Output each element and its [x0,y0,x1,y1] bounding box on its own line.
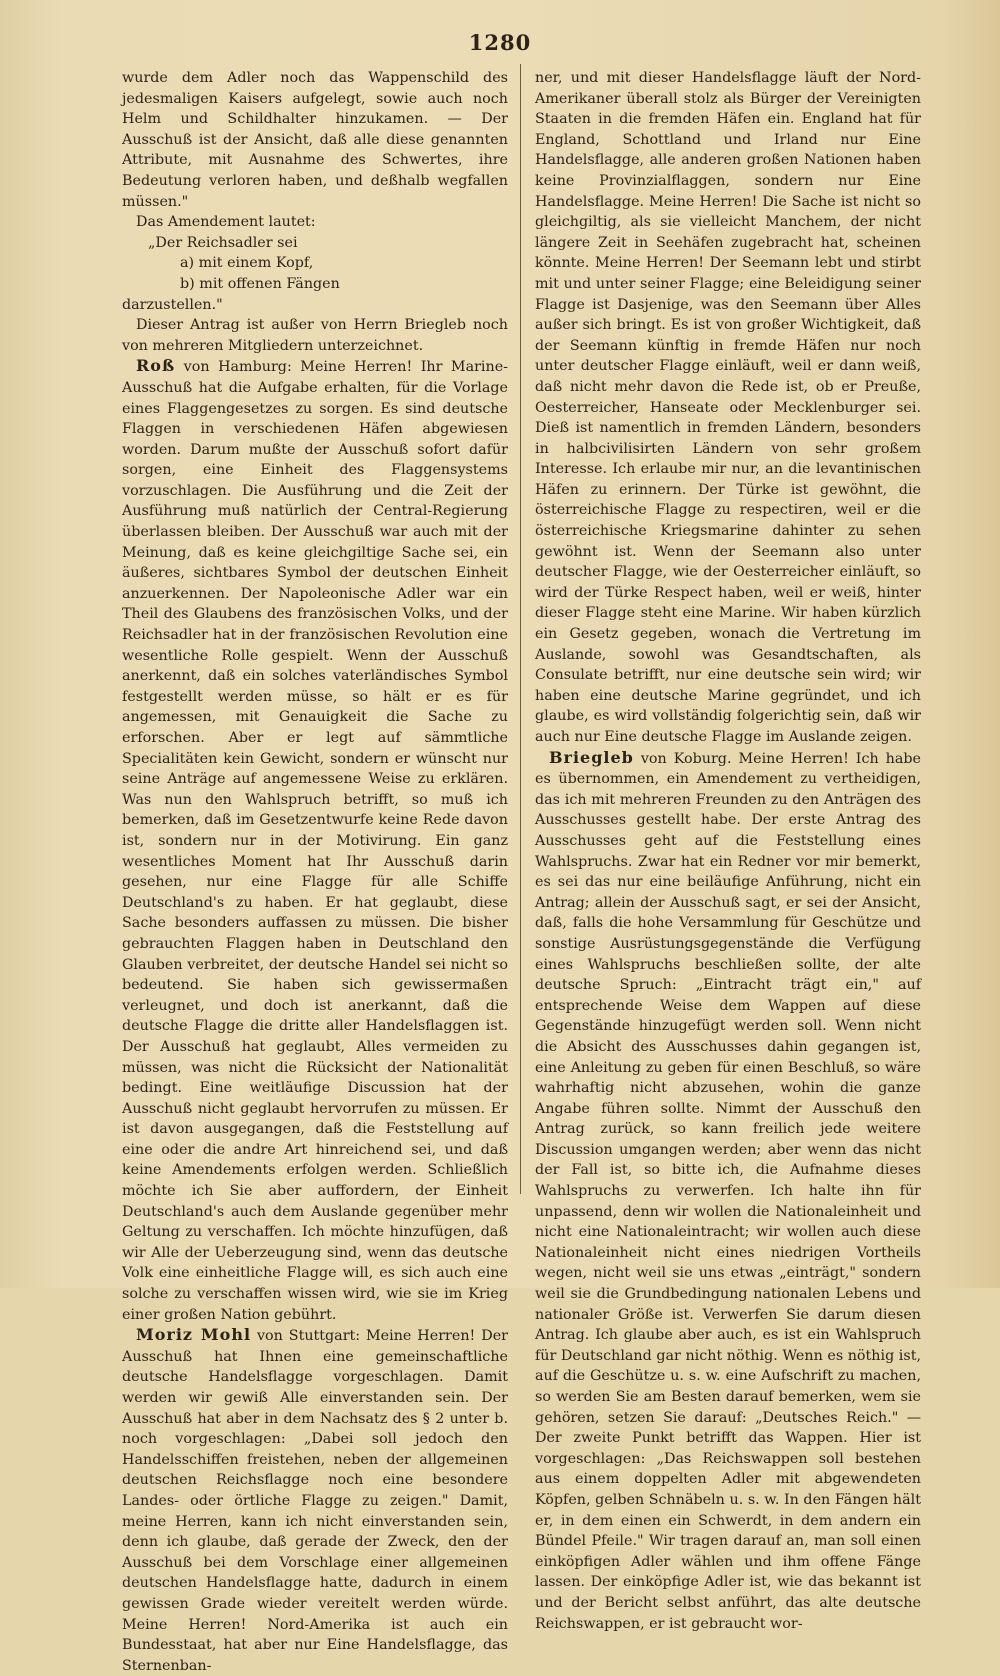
amendment-end: darzustellen." [122,296,223,313]
left-column [122,68,508,1674]
amendment-item-a: a) mit einem Kopf, [180,255,314,272]
speech-ross [122,356,508,1325]
amendment-quote: „Der Reichsadler sei [148,234,298,251]
speech-briegleb [535,748,921,1635]
paragraph: ner, und mit dieser Handelsflagge läuft der Nord-Amerikaner überall stolz als Bürger der Vereinigten Staaten in die fremden Häfen ein. England hat für England, Schottland und Irland nur Eine Handelsflagge, alle anderen großen Nationen haben keine Provinzialflaggen, sondern nur Eine Handelsflagge. Meine Herren! Die Sache ist nicht so gleichgiltig, als sie vielleicht Manchem, der nicht längere Zeit in Seehäfen zugebracht hat, scheinen könnte. Meine Herren! Der Seemann lebt und stirbt mit und unter seiner Flagge; eine Beleidigung seiner Flagge ist Dasjenige, was den Seemann über Alles außer sich bringt. Es ist von großer Wichtigkeit, daß der Seemann künftig in fremde Häfen nur noch unter deutscher Flagge einläuft, weil er dann weiß, daß nicht mehr davon die Rede ist, ob er Preuße, Oesterreicher, Hanseate oder Mecklenburger sei. Dieß ist namentlich in fremden Ländern, besonders in halbcivilisirten Ländern von sehr großem Interesse. Ich erlaube mir nur, an die levantinischen Häfen zu erinnern. Der Türke ist gewöhnt, die österreichische Flagge zu respectiren, weil er die österreichische Kriegsmarine dahinter zu sehen gewöhnt ist. Wenn der Seemann also unter deutscher Flagge, wie der Oesterreicher einläuft, so wird der Türke Respect haben, weil er weiß, hinter dieser Flagge steht eine Marine. Wir haben kürzlich ein Gesetz gegeben, wonach die Vertretung im Auslande, sowohl was Gesandtschaften, als Consulate betrifft, nur eine deutsche sein wird; wir haben eine deutsche Marine gegründet, und ich glaube, es wird vollständig folgerichtig sein, daß wir auch nur Eine deutsche Flagge im Auslande zeigen. [535,70,921,745]
speaker-name: Briegleb [549,747,634,767]
paragraph: Das Amendement lautet: [136,214,316,231]
page-number: 1280 [468,30,532,55]
paragraph: wurde dem Adler noch das Wappenschild des jedesmaligen Kaisers aufgelegt, sowie auch noch Helm und Schildhalter hinzukamen. — Der Ausschuß ist der Ansicht, daß alle diese genannten Attribute, mit Ausnahme des Schwertes, ihre Bedeutung verloren haben, und deßhalb wegfallen müssen." [122,70,508,210]
speaker-name: Moriz Mohl [136,1325,252,1345]
speaker-name: Roß [136,356,176,376]
speech-text: von Koburg. Meine Herren! Ich habe es übernommen, ein Amendement zu vertheidigen, das ich mit mehreren Freunden zu den Anträgen des Ausschusses gestellt habe. Der erste Antrag des Ausschusses geht auf die Feststellung eines Wahlspruchs. Zwar hat ein Redner vor mir bemerkt, es sei das nur eine beiläufige Anführung, nicht ein Antrag; allein der Ausschuß sagt, er sei der Ansicht, daß, falls die hohe Versammlung für Geschütze und sonstige Ausrüstungsgegenstände die Verfügung eines Wahlspruchs beschließen sollte, der alte deutsche Spruch: „Eintracht trägt ein," auf entsprechende Weise dem Wappen auf diese Gegenstände hinzugefügt werden soll. Wenn nicht die Absicht des Ausschusses dahin gegangen ist, eine Anleitung zu geben für einen Beschluß, so wäre wahrhaftig nicht abzusehen, wohin die ganze Angabe führen sollte. Nimmt der Ausschuß den Antrag zurück, so kann freilich jede weitere Discussion umgangen werden; aber wenn das nicht der Fall ist, so bitte ich, die Aufnahme dieses Wahlspruchs zu verwerfen. Ich halte ihn für unpassend, denn wir wollen die Nationaleinheit und nicht eine Nationaleintracht; wir wollen auch diese Nationaleinheit nicht eines niedrigen Vortheils wegen, nicht weil sie uns etwas „einträgt," sondern weil sie die Grundbedingung nationalen Lebens und nationaler Größe ist. Verwerfen Sie darum diesen Antrag. Ich glaube aber auch, es ist ein Wahlspruch für Deutschland gar nicht nöthig. Wenn es nöthig ist, auf die Geschütze u. s. w. eine Aufschrift zu machen, so werden Sie am Besten darauf bemerken, wem sie gehören, setzen Sie darauf: „Deutsches Reich." — Der zweite Punkt betrifft das Wappen. Hier ist vorgeschlagen: „Das Reichswappen soll bestehen aus einem doppelten Adler mit abgewendeten Köpfen, gelben Schnäbeln u. s. w. In den Fängen hält er, in dem einen ein Schwerdt, in dem andern ein Bündel Pfeile." Wir tragen darauf an, man soll einen einköpfigen Adler wählen und ihm offene Fänge lassen. Der einköpfige Adler ist, wie das bekannt ist und der Bericht selbst anführt, das alte deutsche Reichswappen, er ist gebraucht wor- [535,750,921,1632]
right-column [535,68,921,1632]
paragraph: Dieser Antrag ist außer von Herrn Briegleb noch von mehreren Mitgliedern unterzeichnet. [122,317,508,354]
speech-text: von Hamburg: Meine Herren! Ihr Marine-Ausschuß hat die Aufgabe erhalten, für die Vorlage eines Flaggengesetzes zu sorgen. Es sind deutsche Flaggen in verschiedenen Häfen abgewiesen worden. Darum mußte der Ausschuß sofort dafür sorgen, eine Einheit des Flaggensystems vorzuschlagen. Die Ausführung und die Zeit der Ausführung muß natürlich der Central-Regierung überlassen bleiben. Der Ausschuß war auch mit der Meinung, daß es keine gleichgiltige Sache sei, ein äußeres, sichtbares Symbol der deutschen Einheit anzuerkennen. Der Napoleonische Adler war ein Theil des Glaubens des französischen Volks, und der Reichsadler hat in der französischen Revolution eine wesentliche Rolle gespielt. Wenn der Ausschuß anerkennt, daß ein solches vaterländisches Symbol festgestellt werden müsse, so hält er es für angemessen, mit Genauigkeit die Sache zu erforschen. Aber er legt auf sämmtliche Specialitäten kein Gewicht, sondern er wünscht nur seine Anträge auf angemessene Weise zu erklären. Was nun den Wahlspruch betrifft, so muß ich bemerken, daß im Gesetzentwurfe keine Rede davon ist, sondern nur in der Motivirung. Ein ganz wesentliches Moment hat Ihr Ausschuß darin gesehen, nur eine Flagge für alle Schiffe Deutschland's zu haben. Er hat geglaubt, diese Sache besonders auffassen zu müssen. Die bisher gebrauchten Flaggen haben in Deutschland den Glauben verbreitet, der deutsche Handel sei nicht so bedeutend. Sie haben sich gewissermaßen verleugnet, und doch ist anerkannt, daß die deutsche Flagge die dritte aller Handelsflaggen ist. Der Ausschuß hat geglaubt, Alles vermeiden zu müssen, was nicht die Rücksicht der Nationalität bedingt. Eine weitläufige Discussion hat der Ausschuß nicht geglaubt hervorrufen zu müssen. Er ist davon ausgegangen, daß die Feststellung auf eine oder die andre Art hinreichend sei, und daß keine Amendements erfolgen werden. Schließlich möchte ich Sie aber auffordern, der Einheit Deutschland's auch dem Auslande gegenüber mehr Geltung zu verschaffen. Ich möchte hinzufügen, daß wir Alle der Ueberzeugung sind, wenn das deutsche Volk eine einheitliche Flagge will, es sich auch eine solche zu verschaffen wissen wird, wie sie im Krieg einer großen Nation gebührt. [122,359,508,1323]
speech-mohl [122,1325,508,1676]
column-divider [520,64,521,1194]
speech-text: von Stuttgart: Meine Herren! Der Ausschuß hat Ihnen eine gemeinschaftliche deutsche Handelsflagge vorgeschlagen. Damit werden wir gewiß Alle einverstanden sein. Der Ausschuß hat aber in dem Nachsatz des § 2 unter b. noch vorgeschlagen: „Dabei soll jedoch den Handelsschiffen freistehen, neben der allgemeinen deutschen Reichsflagge noch eine besondere Landes- oder örtliche Flagge zu zeigen." Damit, meine Herren, kann ich nicht einverstanden sein, denn ich glaube, daß gerade der Zweck, den der Ausschuß bei dem Vorschlage einer allgemeinen deutschen Handelsflagge hatte, dadurch in einem gewissen Grade wieder vereitelt werden würde. Meine Herren! Nord-Amerika ist auch ein Bundesstaat, hat aber nur Eine Handelsflagge, das Sternenban- [122,1328,508,1674]
amendment-item-b: b) mit offenen Fängen [180,275,340,292]
